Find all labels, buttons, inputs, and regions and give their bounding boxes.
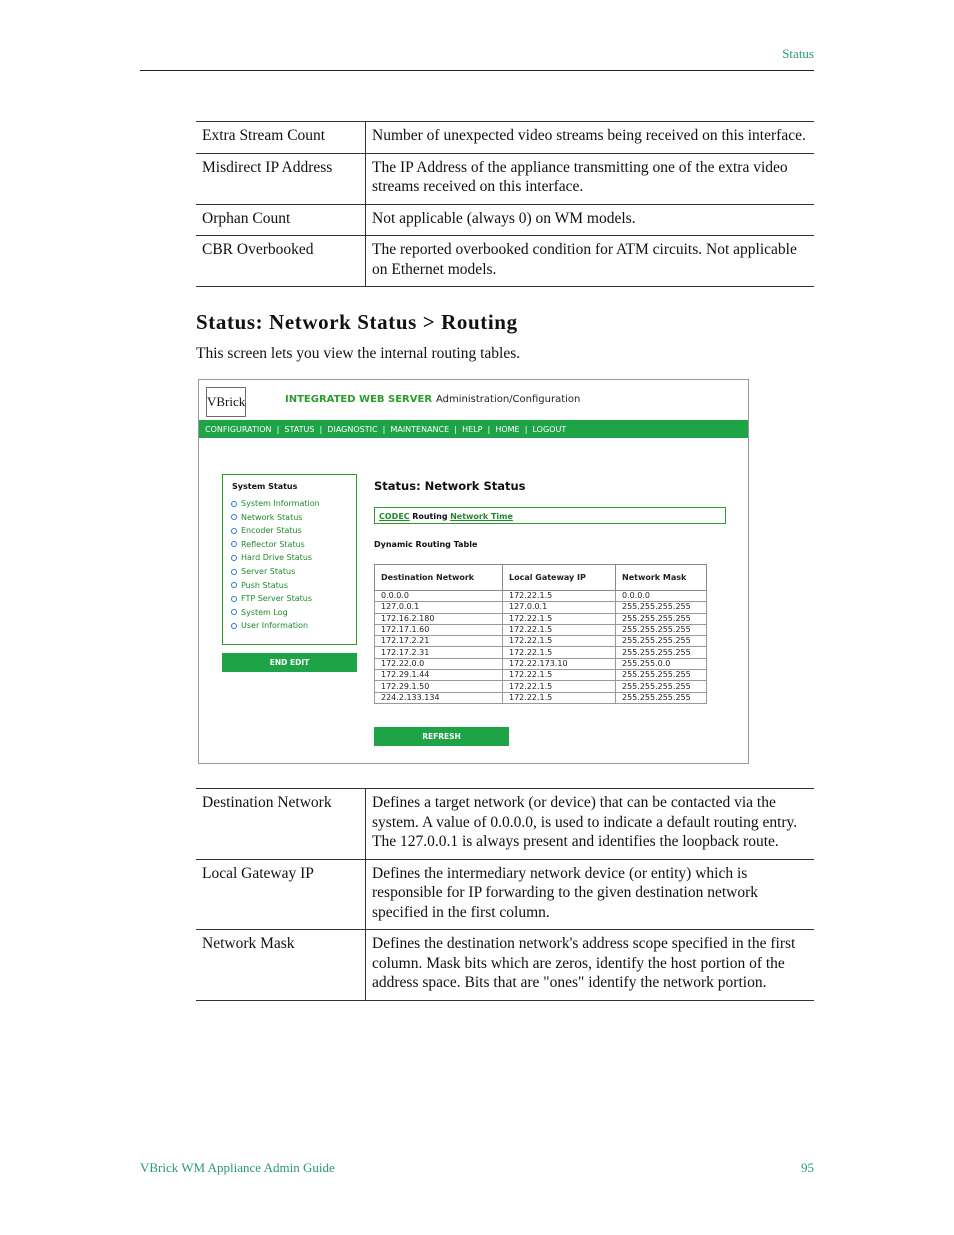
brand-subtitle: Administration/Configuration — [436, 394, 581, 405]
nav-maintenance[interactable]: MAINTENANCE — [390, 424, 450, 434]
table-cell: 172.17.2.21 — [375, 636, 503, 647]
table-header-row — [375, 565, 707, 591]
dynamic-routing-table — [374, 564, 707, 704]
page-title: Status: Network Status — [374, 479, 526, 493]
table-row — [375, 692, 707, 703]
description-cell: The IP Address of the appliance transmitting one of the extra video streams received on this interface. — [366, 153, 815, 204]
table-row — [196, 204, 814, 236]
description-cell: Defines a target network (or device) that can be contacted via the system. A value of 0.0.0.0, is used to indicate a default routing entry. The 127.0.0.1 is always present and identifies the loopback route. — [366, 789, 815, 860]
bullet-icon — [231, 514, 237, 520]
nav-separator: | — [276, 424, 280, 434]
field-definition-table-bottom — [196, 788, 814, 1001]
nav-logout[interactable]: LOGOUT — [532, 424, 567, 434]
table-cell: 172.22.1.5 — [503, 647, 616, 658]
table-cell: 255.255.255.255 — [616, 670, 707, 681]
bullet-icon — [231, 541, 237, 547]
bullet-icon — [231, 569, 237, 575]
table-cell: 255.255.255.255 — [616, 636, 707, 647]
table-row — [196, 153, 814, 204]
vbrick-logo: VBrick — [206, 387, 246, 417]
table-cell: 255.255.255.255 — [616, 692, 707, 703]
sidebar-item-reflector-status[interactable]: Reflector Status — [231, 540, 305, 549]
bullet-icon — [231, 528, 237, 534]
table-cell: 172.22.1.5 — [503, 670, 616, 681]
term-cell: Misdirect IP Address — [196, 153, 366, 204]
term-cell: CBR Overbooked — [196, 236, 366, 287]
table-cell: 172.22.1.5 — [503, 613, 616, 624]
table-cell: 255.255.255.255 — [616, 647, 707, 658]
table-cell: 172.17.2.31 — [375, 647, 503, 658]
system-status-sidebar — [222, 474, 357, 645]
routing-table-label: Dynamic Routing Table — [374, 540, 478, 549]
term-cell: Destination Network — [196, 789, 366, 860]
table-row — [196, 859, 814, 930]
nav-home[interactable]: HOME — [495, 424, 520, 434]
sidebar-item-ftp-server-status[interactable]: FTP Server Status — [231, 594, 312, 603]
sidebar-item-user-information[interactable]: User Information — [231, 621, 308, 630]
sidebar-item-system-information[interactable]: System Information — [231, 499, 320, 508]
table-cell: 172.22.1.5 — [503, 636, 616, 647]
sidebar-item-push-status[interactable]: Push Status — [231, 581, 288, 590]
running-header: Status — [782, 46, 814, 61]
intro-text: This screen lets you view the internal routing tables. — [196, 345, 521, 362]
bullet-icon — [231, 582, 237, 588]
table-row — [196, 930, 814, 1001]
bullet-icon — [231, 609, 237, 615]
description-cell: Defines the intermediary network device (or entity) which is responsible for IP forwarding to the given destination network specified in the first column. — [366, 859, 815, 930]
field-definition-table-top — [196, 121, 814, 287]
tab-network-time[interactable]: Network Time — [450, 512, 513, 521]
section-heading: Status: Network Status > Routing — [196, 310, 518, 334]
table-cell: 255.255.255.255 — [616, 613, 707, 624]
refresh-button[interactable]: REFRESH — [374, 727, 509, 746]
nav-separator: | — [454, 424, 457, 434]
description-cell: Number of unexpected video streams being received on this interface. — [366, 122, 815, 154]
table-cell: 172.22.1.5 — [503, 624, 616, 635]
sidebar-title: System Status — [232, 482, 298, 491]
network-status-subnav — [374, 507, 726, 524]
header-rule — [140, 70, 814, 71]
nav-separator: | — [524, 424, 528, 434]
table-row — [375, 647, 707, 658]
description-cell: The reported overbooked condition for ATM circuits. Not applicable on Ethernet models. — [366, 236, 815, 287]
page-number: 95 — [801, 1160, 814, 1175]
table-cell: 172.16.2.180 — [375, 613, 503, 624]
description-cell: Defines the destination network's address scope specified in the first column. Mask bits which are zeros, identify the host portion of the address space. Bits that are "ones" identify the network portion. — [366, 930, 815, 1001]
term-cell: Network Mask — [196, 930, 366, 1001]
table-cell: 172.22.173.10 — [503, 658, 616, 669]
table-cell: 224.2.133.134 — [375, 692, 503, 703]
bullet-icon — [231, 596, 237, 602]
nav-separator: | — [319, 424, 323, 434]
sidebar-item-server-status[interactable]: Server Status — [231, 567, 295, 576]
sidebar-item-hard-drive-status[interactable]: Hard Drive Status — [231, 553, 312, 562]
table-cell: 172.29.1.44 — [375, 670, 503, 681]
nav-separator: | — [382, 424, 386, 434]
term-cell: Extra Stream Count — [196, 122, 366, 154]
table-cell: 172.22.1.5 — [503, 681, 616, 692]
column-header: Local Gateway IP — [503, 565, 616, 591]
table-row — [196, 789, 814, 860]
brand-title: INTEGRATED WEB SERVER — [285, 394, 433, 405]
nav-configuration[interactable]: CONFIGURATION — [205, 424, 272, 434]
sidebar-item-encoder-status[interactable]: Encoder Status — [231, 526, 302, 535]
table-cell: 255.255.0.0 — [616, 658, 707, 669]
column-header: Network Mask — [616, 565, 707, 591]
term-cell: Local Gateway IP — [196, 859, 366, 930]
table-cell: 172.22.1.5 — [503, 591, 616, 602]
table-cell: 0.0.0.0 — [375, 591, 503, 602]
bullet-icon — [231, 501, 237, 507]
sidebar-item-system-log[interactable]: System Log — [231, 608, 288, 617]
table-row — [375, 591, 707, 602]
routing-screenshot — [198, 379, 749, 764]
top-nav-bar — [199, 420, 748, 438]
table-row — [375, 602, 707, 613]
term-cell: Orphan Count — [196, 204, 366, 236]
end-edit-button[interactable]: END EDIT — [222, 653, 357, 672]
nav-diagnostic[interactable]: DIAGNOSTIC — [327, 424, 378, 434]
table-row — [375, 636, 707, 647]
tab-codec[interactable]: CODEC — [379, 512, 410, 521]
table-cell: 172.22.1.5 — [503, 692, 616, 703]
column-header: Destination Network — [375, 565, 503, 591]
table-cell: 172.22.0.0 — [375, 658, 503, 669]
nav-status[interactable]: STATUS — [284, 424, 315, 434]
table-row — [375, 681, 707, 692]
bullet-icon — [231, 623, 237, 629]
nav-separator: | — [487, 424, 491, 434]
table-cell: 127.0.0.1 — [503, 602, 616, 613]
table-row — [196, 122, 814, 154]
table-cell: 172.29.1.50 — [375, 681, 503, 692]
bullet-icon — [231, 555, 237, 561]
table-row — [375, 624, 707, 635]
table-cell: 172.17.1.60 — [375, 624, 503, 635]
tab-routing[interactable]: Routing — [412, 512, 448, 521]
table-row — [375, 670, 707, 681]
table-row — [375, 613, 707, 624]
sidebar-item-network-status[interactable]: Network Status — [231, 513, 302, 522]
nav-help[interactable]: HELP — [462, 424, 483, 434]
table-cell: 255.255.255.255 — [616, 681, 707, 692]
table-row — [196, 236, 814, 287]
table-cell: 255.255.255.255 — [616, 602, 707, 613]
description-cell: Not applicable (always 0) on WM models. — [366, 204, 815, 236]
footer-guide-title: VBrick WM Appliance Admin Guide — [140, 1160, 335, 1175]
table-cell: 0.0.0.0 — [616, 591, 707, 602]
table-cell: 255.255.255.255 — [616, 624, 707, 635]
table-cell: 127.0.0.1 — [375, 602, 503, 613]
table-row — [375, 658, 707, 669]
